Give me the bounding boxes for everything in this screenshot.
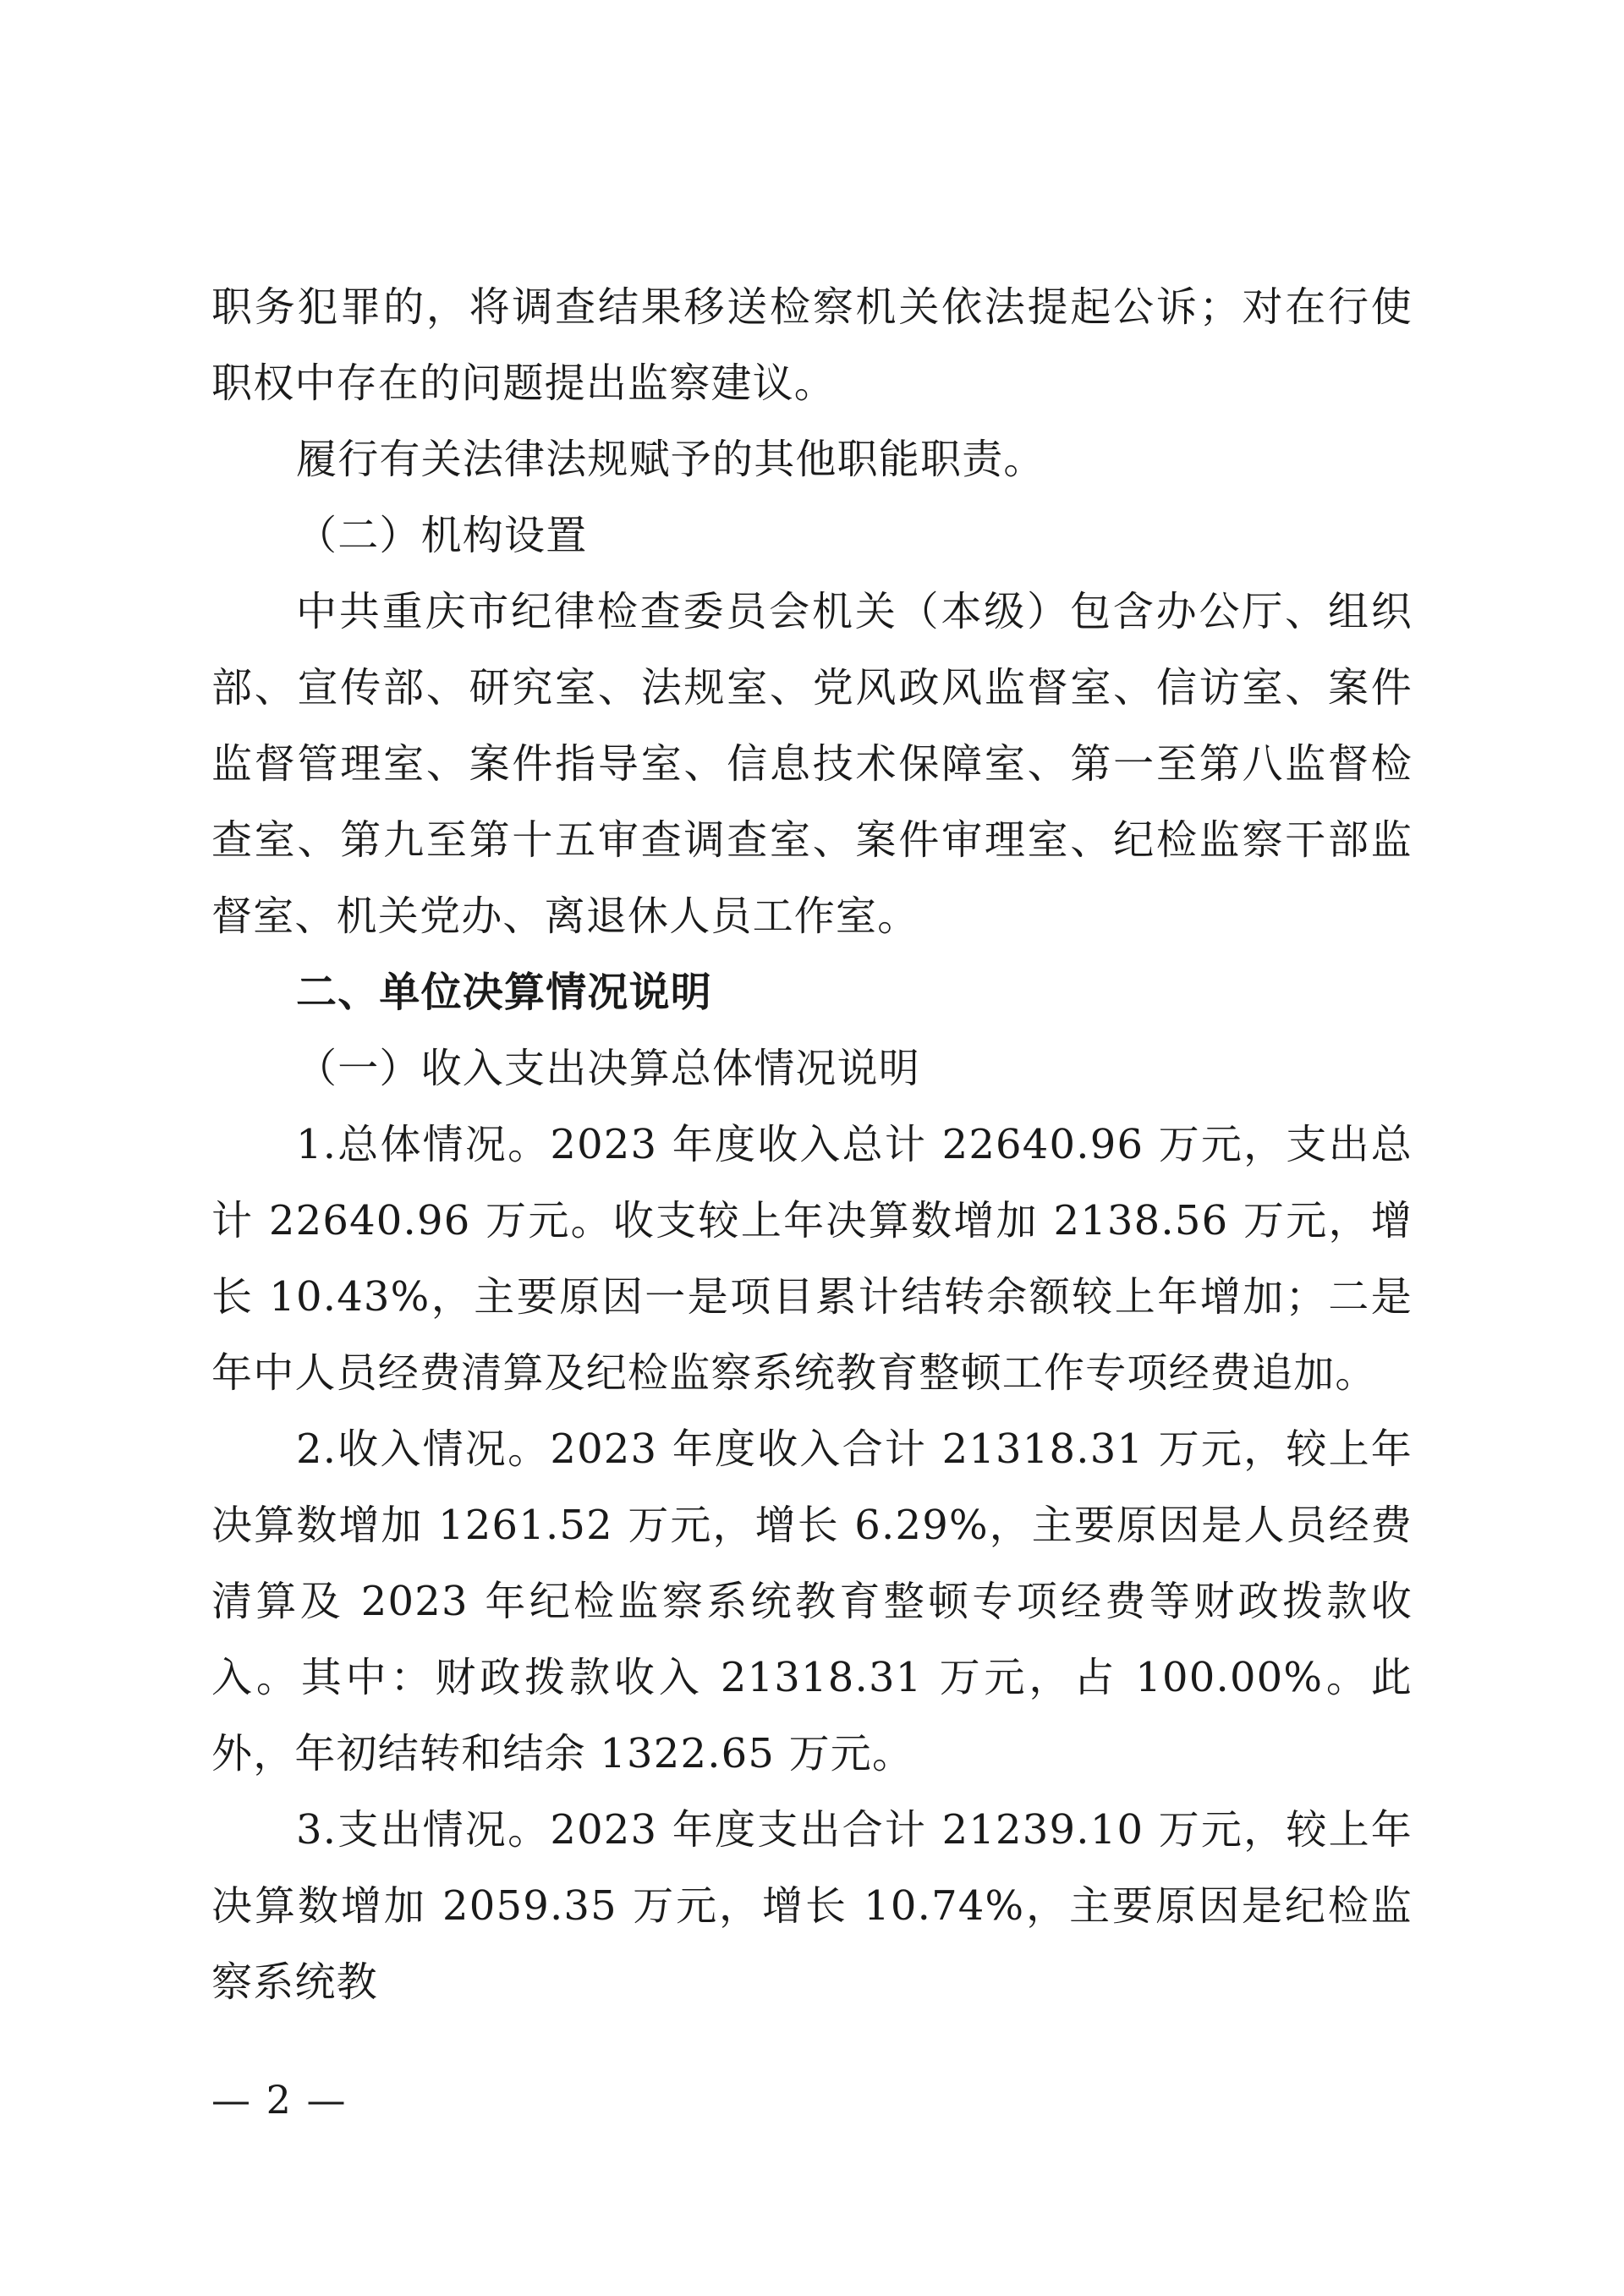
paragraph-expense: 3.支出情况。2023 年度支出合计 21239.10 万元，较上年决算数增加 2059.35 万元，增长 10.74%，主要原因是纪检监察系统教 xyxy=(211,1806,1413,2006)
page-number: — 2 — xyxy=(211,2077,348,2123)
paragraph-overall: 1.总体情况。2023 年度收入总计 22640.96 万元，支出总计 22640.96 万元。收支较上年决算数增加 2138.56 万元，增长 10.43%，主要原因一是项目累计结转余额较上年增加；二是年中人员经费清算及纪检监察系统教育整顿工作专项经费追加。 xyxy=(211,1121,1413,1397)
paragraph-organization: 中共重庆市纪律检查委员会机关（本级）包含办公厅、组织部、宣传部、研究室、法规室、党风政风监督室、信访室、案件监督管理室、案件指导室、信息技术保障室、第一至第八监督检查室、第九至第十五审查调查室、案件审理室、纪检监察干部监督室、机关党办、离退休人员工作室。 xyxy=(211,588,1413,940)
paragraph-continuation: 职务犯罪的，将调查结果移送检察机关依法提起公诉；对在行使职权中存在的问题提出监察建议。 xyxy=(211,283,1413,407)
document-body xyxy=(211,269,1413,2020)
paragraph-income: 2.收入情况。2023 年度收入合计 21318.31 万元，较上年决算数增加 1261.52 万元，增长 6.29%，主要原因是人员经费清算及 2023 年纪检监察系统教育整顿专项经费等财政拨款收入。其中：财政拨款收入 21318.31 万元，占 100.00%。此外，年初结转和结余 1322.65 万元。 xyxy=(211,1425,1413,1777)
subheading-income-expense: （一）收入支出决算总体情况说明 xyxy=(296,1045,921,1092)
heading-final-accounts: 二、单位决算情况说明 xyxy=(296,969,713,1016)
paragraph-duties: 履行有关法律法规赋予的其他职能职责。 xyxy=(296,436,1045,483)
subheading-organization: （二）机构设置 xyxy=(296,512,588,559)
